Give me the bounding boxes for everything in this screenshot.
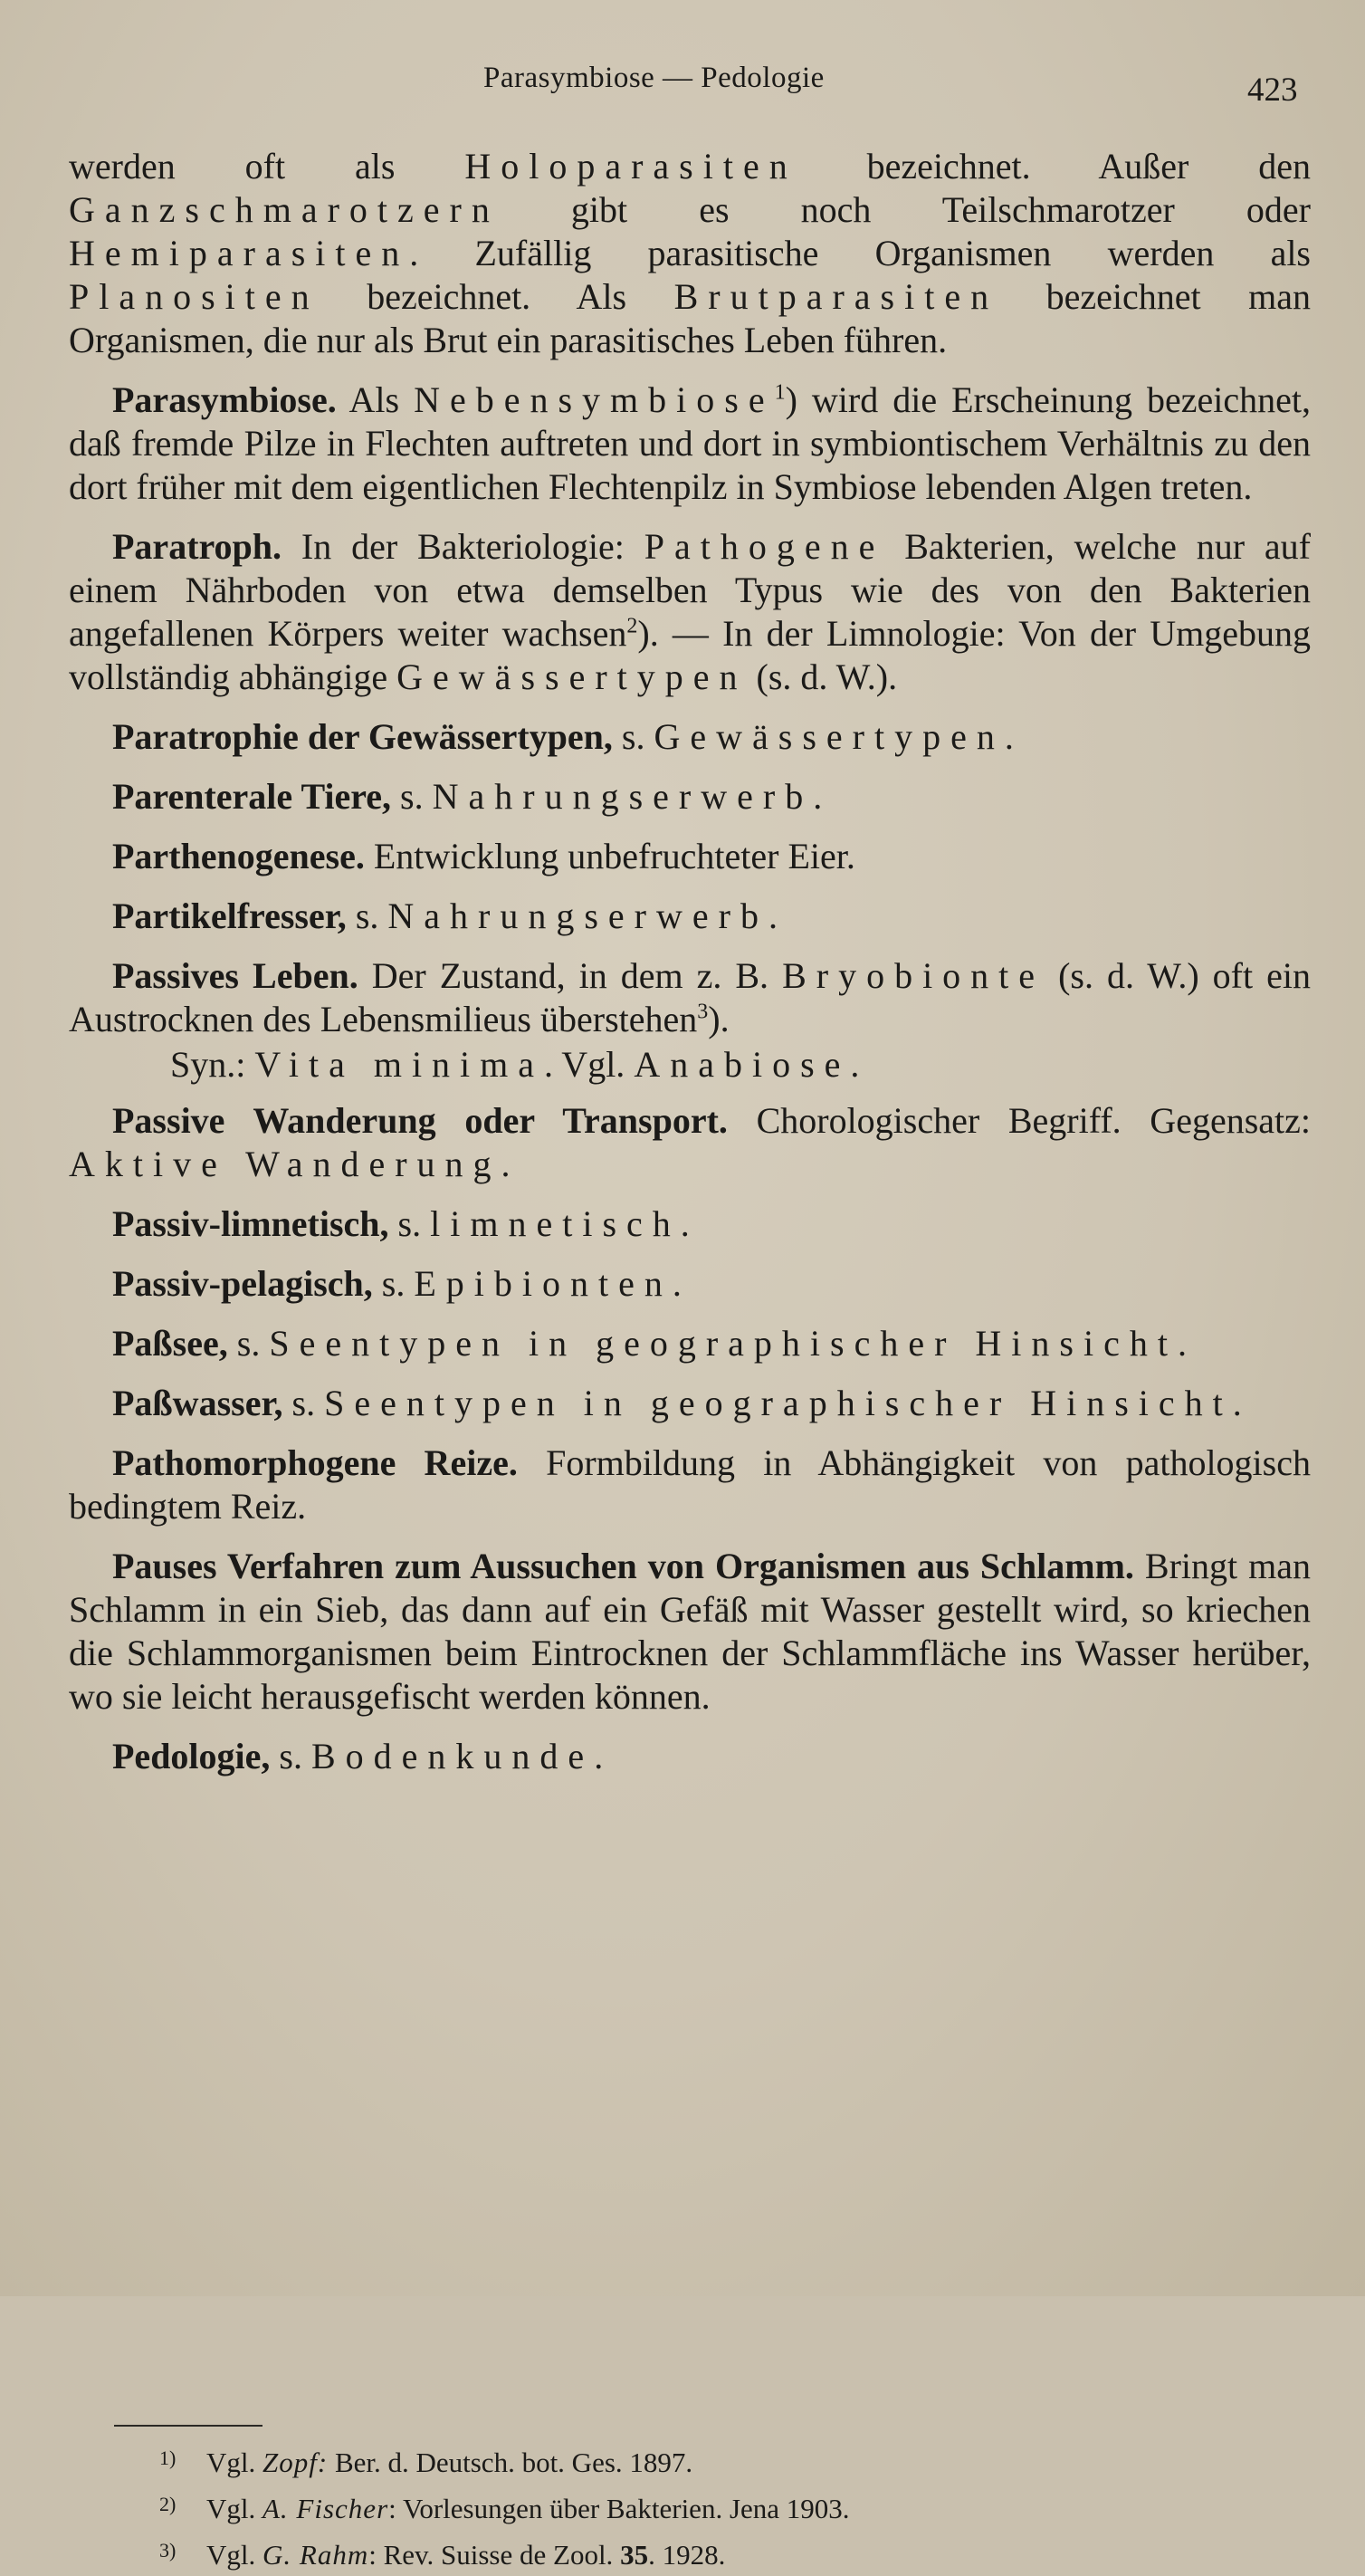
entry-headword: Parthenogenese. — [112, 836, 365, 876]
spaced-term: Nebensymbiose — [414, 379, 775, 420]
entry-passsee — [69, 1322, 1311, 1365]
entry-text: . — [680, 1203, 690, 1244]
spaced-term: Epibionten — [414, 1263, 673, 1304]
entry-headword: Pauses Verfahren zum Aussuchen von Organismen aus Schlamm. — [112, 1546, 1134, 1586]
entry-passives-leben — [69, 954, 1311, 1041]
entry-text: s. — [270, 1736, 311, 1776]
entry-headword: Pedologie, — [112, 1736, 271, 1776]
entry-headword: Paßwasser, — [112, 1383, 283, 1423]
entry-parthenogenese — [69, 835, 1311, 878]
entry-text: (s. d. W.). — [747, 656, 898, 697]
entry-text: s. — [346, 895, 388, 936]
synonym-line — [69, 1043, 1311, 1087]
entry-text: . — [813, 776, 823, 817]
entry-text: s. — [372, 1263, 415, 1304]
entry-headword: Paratrophie der Gewässertypen, — [112, 716, 613, 757]
entry-text: . Vgl. — [544, 1044, 635, 1085]
footnote-ref: 1 — [774, 380, 786, 405]
entry-paratroph — [69, 525, 1311, 699]
running-head: Parasymbiose — Pedologie — [483, 62, 825, 94]
entry-text: (s. d. W.) oft ein Austrocknen des Lebensmilieus überstehen — [69, 955, 1311, 1039]
entry-parasymbiose — [69, 378, 1311, 509]
footnote-volume: 35 — [620, 2539, 649, 2571]
entry-parenterale-tiere — [69, 775, 1311, 819]
entry-headword: Passive Wanderung oder Transport. — [112, 1100, 728, 1141]
spaced-term: limnetisch — [430, 1203, 681, 1244]
entry-text: . — [594, 1736, 604, 1776]
spaced-term: Hemiparasiten — [69, 233, 410, 273]
entry-passive-wanderung — [69, 1099, 1311, 1186]
entry-pedologie — [69, 1735, 1311, 1778]
entry-text: . Zufällig parasitische Organismen werden als — [409, 233, 1311, 273]
entry-text: Entwicklung unbefruchteter Eier. — [364, 836, 855, 876]
entry-text: Bringt man Schlamm in ein Sieb, das dann auf ein Gefäß mit Wasser gestellt wird, so kriechen die Schlammorganismen beim Eintrocknen der Schlammfläche ins Wasser herüber, wo sie leicht herausgefischt werden können. — [69, 1546, 1312, 1717]
entry-text: . — [1004, 716, 1014, 757]
entry-text: Bakterien, welche nur auf einem Nährboden von etwa demselben Typus wie des von den Bakterien angefallenen Körpers weiter wachsen — [69, 526, 1311, 654]
page-body — [69, 145, 1311, 1795]
spaced-term: Aktive Wanderung — [69, 1144, 501, 1184]
page-number: 423 — [1247, 72, 1298, 109]
entry-headword: Parasymbiose. — [112, 379, 337, 420]
entry-text: s. — [227, 1323, 270, 1364]
entry-text: bezeichnet. Außer den — [797, 146, 1311, 187]
spaced-term: Nahrungserwerb — [387, 895, 768, 936]
entry-headword: Paßsee, — [112, 1323, 228, 1364]
entry-text: werden oft als — [69, 146, 465, 187]
spaced-term: Ganzschmarotzern — [69, 189, 500, 230]
footnote-author: A. Fischer — [262, 2493, 389, 2524]
entry-text: In der Bakteriologie: — [282, 526, 644, 567]
entry-text: . — [1232, 1383, 1242, 1423]
entry-headword: Passiv-limnetisch, — [112, 1203, 389, 1244]
entry-headword: Paratroph. — [112, 526, 282, 567]
entry-text: . — [501, 1144, 511, 1184]
spaced-term: Gewässertypen — [654, 716, 1005, 757]
entry-text: bezeichnet man Organismen, die nur als Brut ein parasitisches Leben führen. — [69, 276, 1311, 360]
footnote-text: Vgl. — [206, 2539, 262, 2571]
footnote-text: Vgl. — [206, 2493, 262, 2524]
entry-text: s. — [282, 1383, 325, 1423]
spaced-term: Gewässertypen — [396, 656, 748, 697]
entry-pauses-verfahren — [69, 1545, 1311, 1719]
footnote-ref: 3 — [697, 1000, 709, 1024]
footnote-text: . 1928. — [648, 2539, 726, 2571]
spaced-term: Seentypen in geographischer Hinsicht — [324, 1383, 1233, 1423]
entry-text: gibt es noch Teilschmarotzer oder — [499, 189, 1311, 230]
footnote-ref: 2 — [626, 614, 638, 638]
entry-headword: Passives Leben. — [112, 955, 358, 996]
footnote-2 — [159, 2484, 1246, 2530]
spaced-term: Brutparasiten — [673, 276, 999, 317]
spaced-term: Seentypen in geographischer Hinsicht — [269, 1323, 1178, 1364]
entry-text: . — [850, 1044, 860, 1085]
spaced-term: Bodenkunde — [311, 1736, 595, 1776]
page-header — [0, 62, 1365, 116]
entry-text: . — [672, 1263, 682, 1304]
entry-continuation — [69, 145, 1311, 362]
entry-headword: Parenterale Tiere, — [112, 776, 392, 817]
entry-text: Der Zustand, in dem z. B. — [358, 955, 783, 996]
entry-text: Chorologischer Begriff. Gegensatz: — [727, 1100, 1311, 1141]
spaced-term: Vita minima — [254, 1044, 545, 1085]
entry-text: ). — [708, 999, 730, 1039]
footnote-text: Vgl. — [206, 2447, 262, 2478]
footnote-text: : Vorlesungen über Bakterien. Jena 1903. — [388, 2493, 850, 2524]
entry-text: ) wird die Erscheinung bezeichnet, daß fremde Pilze in Flechten auftreten und dort in symbiontischem Verhältnis zu den dort früher mit dem eigentlichen Flechtenpilz in Symbiose lebenden Algen treten. — [69, 379, 1311, 507]
entry-headword: Pathomorphogene Reize. — [112, 1442, 518, 1483]
entry-passiv-limnetisch — [69, 1202, 1311, 1246]
entry-headword: Partikelfresser, — [112, 895, 347, 936]
entry-text: Formbildung in Abhängigkeit von pathologisch bedingtem Reiz. — [69, 1442, 1311, 1527]
entry-passwasser — [69, 1382, 1311, 1425]
entry-headword: Passiv-pelagisch, — [112, 1263, 373, 1304]
spaced-term: Nahrungserwerb — [432, 776, 814, 817]
entry-text: s. — [388, 1203, 431, 1244]
entry-text: s. — [612, 716, 654, 757]
spaced-term: Pathogene — [644, 526, 885, 567]
footnote-text: : Rev. Suisse de Zool. — [368, 2539, 621, 2571]
footnote-author: Zopf: — [262, 2447, 329, 2478]
spaced-term: Bryobionte — [782, 955, 1045, 996]
entry-partikelfresser — [69, 895, 1311, 938]
entry-text: Syn.: — [170, 1044, 255, 1085]
spaced-term: Holoparasiten — [464, 146, 797, 187]
footnote-mark: 2) — [159, 2493, 177, 2515]
entry-text: ). — In der Limnologie: Von der Umgebung vollständig abhängige — [69, 613, 1311, 697]
entry-text: s. — [391, 776, 433, 817]
entry-text: bezeichnet. Als — [319, 276, 674, 317]
footnote-mark: 1) — [159, 2447, 177, 2469]
spaced-term: Anabiose — [634, 1044, 851, 1085]
footnote-mark: 3) — [159, 2539, 177, 2562]
entry-text: . — [1177, 1323, 1187, 1364]
footnote-3 — [159, 2530, 1246, 2576]
entry-paratrophie — [69, 715, 1311, 759]
footnote-rule — [114, 2425, 262, 2427]
footnote-1 — [159, 2437, 1246, 2484]
footnotes — [159, 2437, 1246, 2576]
footnote-text: Ber. d. Deutsch. bot. Ges. 1897. — [328, 2447, 693, 2478]
entry-text: Als — [336, 379, 415, 420]
entry-passiv-pelagisch — [69, 1262, 1311, 1306]
entry-text: . — [768, 895, 778, 936]
footnote-author: G. Rahm — [262, 2539, 369, 2571]
spaced-term: Planositen — [69, 276, 320, 317]
entry-pathomorphogene-reize — [69, 1441, 1311, 1528]
